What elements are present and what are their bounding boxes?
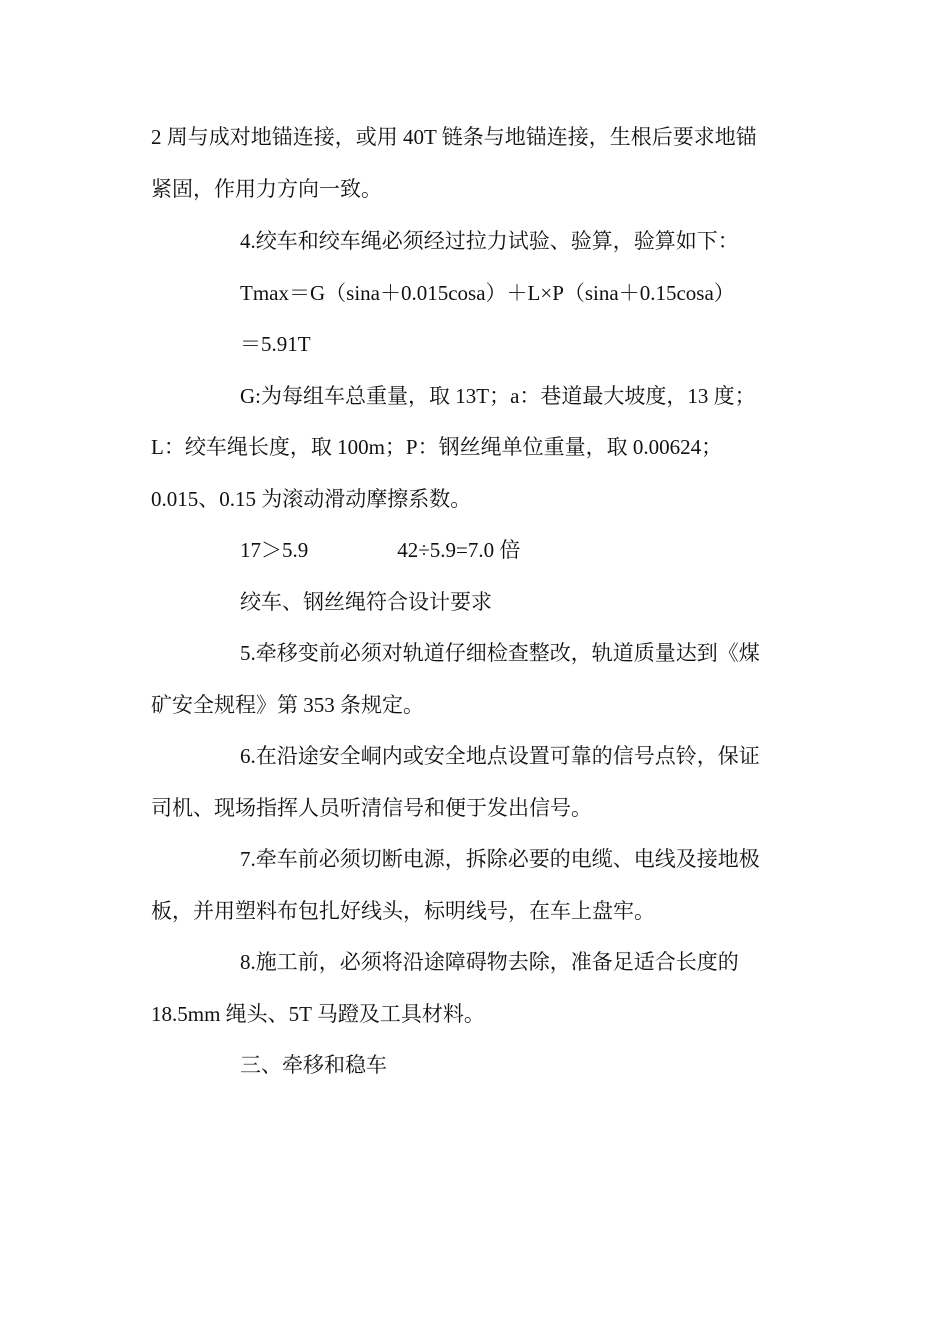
text-line: 4.绞车和绞车绳必须经过拉力试验、验算，验算如下： <box>240 229 739 253</box>
text-line: 18.5mm 绳头、5T 马蹬及工具材料。 <box>151 1002 485 1026</box>
text-line: 矿安全规程》第 353 条规定。 <box>151 693 424 717</box>
comparison-left: 17＞5.9 <box>240 538 309 562</box>
text-line: 5.牵移变前必须对轨道仔细检查整改，轨道质量达到《煤 <box>240 641 760 665</box>
text-line: G:为每组车总重量，取 13T；a：巷道最大坡度，13 度； <box>240 384 756 408</box>
text-line: 2 周与成对地锚连接，或用 40T 链条与地锚连接，生根后要求地锚 <box>151 125 757 149</box>
text-line: 司机、现场指挥人员听清信号和便于发出信号。 <box>151 796 592 820</box>
comparison-line <box>240 536 520 564</box>
text-line: 7.牵车前必须切断电源，拆除必要的电缆、电线及接地极 <box>240 847 760 871</box>
text-line: 8.施工前，必须将沿途障碍物去除，准备足适合长度的 <box>240 950 739 974</box>
text-line: 绞车、钢丝绳符合设计要求 <box>240 590 492 614</box>
comparison-right: 42÷5.9=7.0 倍 <box>397 538 521 562</box>
text-line: 0.015、0.15 为滚动滑动摩擦系数。 <box>151 487 472 511</box>
text-line: 紧固，作用力方向一致。 <box>151 177 382 201</box>
text-line: L：绞车绳长度，取 100m；P：钢丝绳单位重量，取 0.00624； <box>151 435 723 459</box>
text-line: 板，并用塑料布包扎好线头，标明线号，在车上盘牢。 <box>151 899 655 923</box>
text-line: 6.在沿途安全峒内或安全地点设置可靠的信号点铃，保证 <box>240 744 760 768</box>
formula-line: Tmax＝G（sina＋0.015cosa）＋L×P（sina＋0.15cosa） <box>240 281 735 305</box>
section-heading: 三、牵移和稳车 <box>240 1053 387 1077</box>
formula-result: ＝5.91T <box>240 332 311 356</box>
